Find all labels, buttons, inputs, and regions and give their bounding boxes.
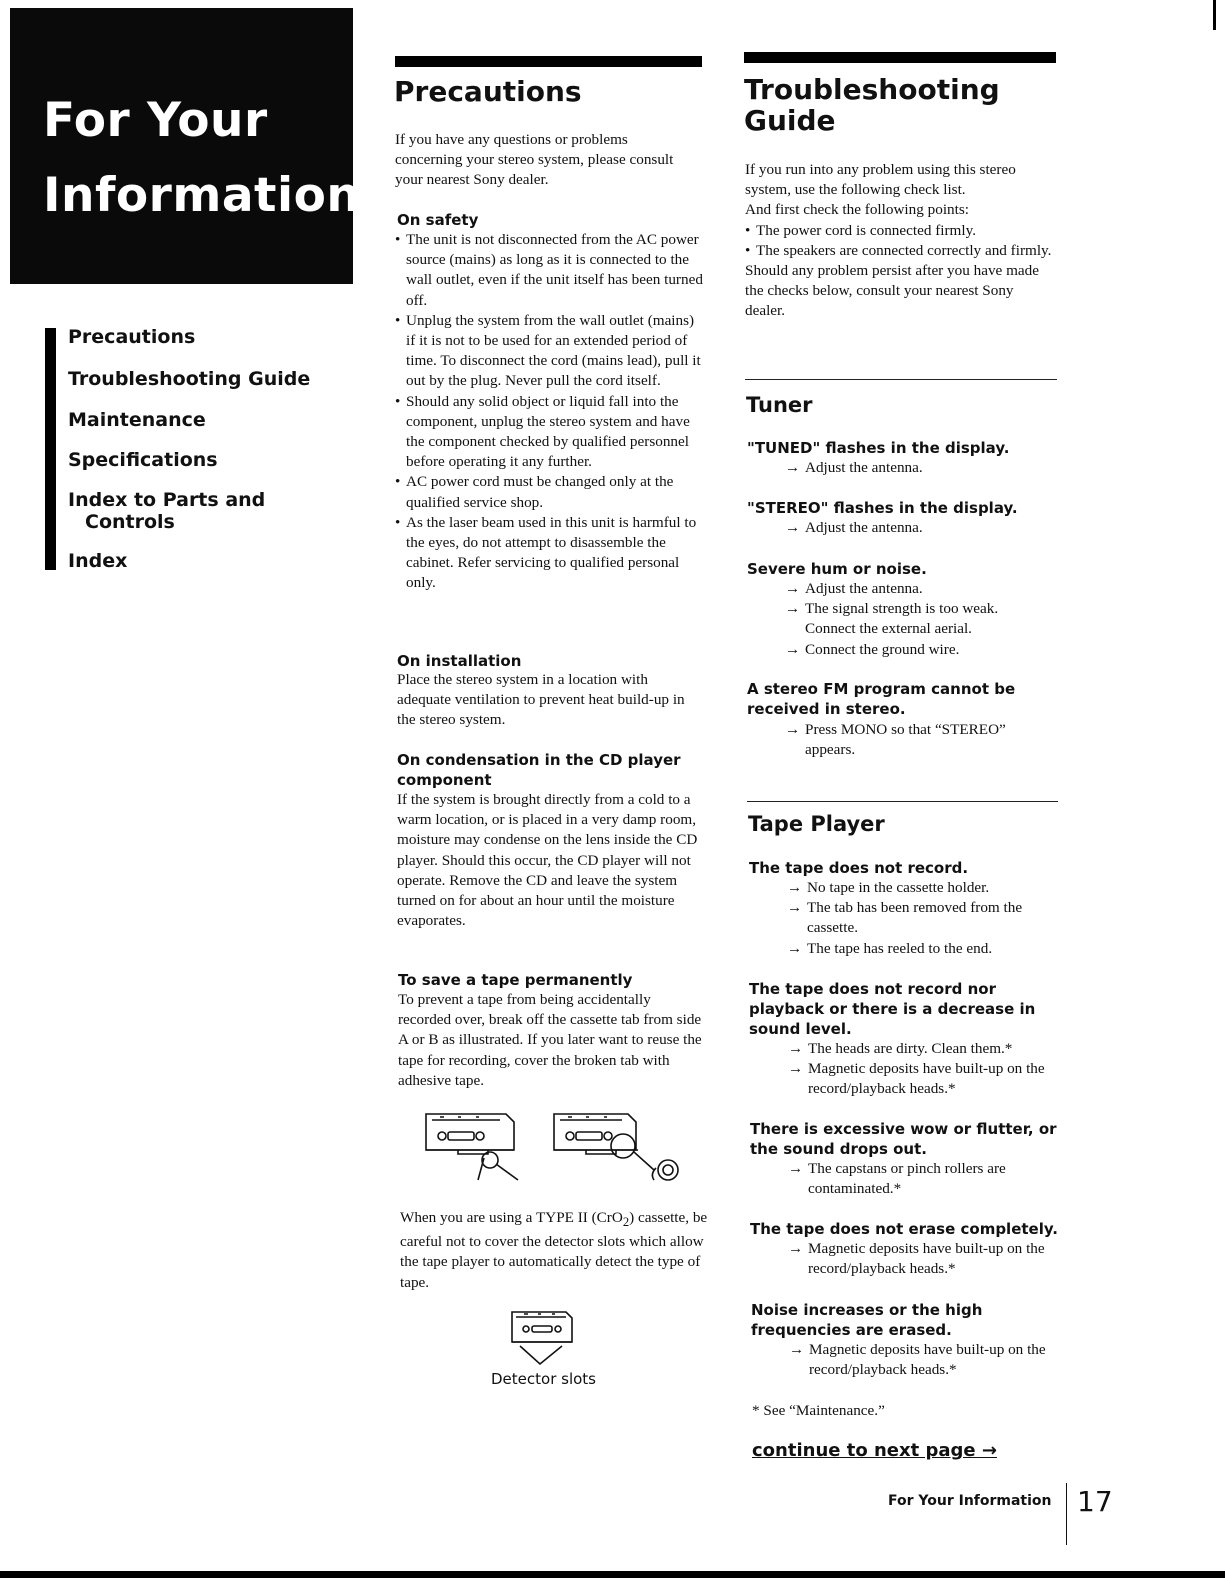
tuner-divider xyxy=(745,379,1057,380)
tuner-remedy-list-1 xyxy=(785,458,1045,478)
list-item: • The power cord is connected firmly. xyxy=(745,221,1055,241)
footer-divider xyxy=(1066,1483,1067,1545)
remedy-item: → The capstans or pinch rollers are contaminated.* xyxy=(788,1160,1006,1198)
tuner-remedy-list-4 xyxy=(785,720,1045,760)
remedy-item: → Connect the ground wire. xyxy=(785,640,1045,660)
type2-text: When you are using a TYPE II (CrO$_2$) cassette, be careful not to cover the detector slots which allow the tape player to automatically detect the type of tape. xyxy=(400,1209,708,1291)
tuner-problem-2: "STEREO" flashes in the display. xyxy=(747,499,1018,517)
arrow-icon: → xyxy=(785,721,801,738)
nav-marker-bar xyxy=(45,328,56,570)
list-item: • Should any solid object or liquid fall into the component, unplug the stereo system and have the component checked by qualified personnel before operating it any further. xyxy=(395,392,707,473)
nav-item-precautions[interactable]: Precautions xyxy=(68,326,196,348)
tape-remedy-list-2 xyxy=(788,1039,1070,1100)
precautions-title: Precautions xyxy=(394,75,582,108)
tape-remedy-list-5 xyxy=(789,1340,1071,1380)
arrow-icon: → xyxy=(787,899,803,917)
section-title-line-2: Information xyxy=(43,168,361,223)
troubleshooting-intro: If you run into any problem using this stereo system, use the following check list. And first check the following points: • The power cord is connected firmly. • The speakers are connected correctly and firmly. Should any problem persist after you have made the checks below, consult your nearest Sony dealer. xyxy=(745,160,1055,322)
arrow-icon: → xyxy=(788,1240,804,1257)
footnote: * See “Maintenance.” xyxy=(752,1402,885,1419)
arrow-icon: → xyxy=(785,640,801,658)
remedy-item: → Adjust the antenna. xyxy=(785,579,1045,599)
arrow-icon: → xyxy=(785,600,801,618)
nav-item-index[interactable]: Index xyxy=(68,550,128,572)
tape-player-title: Tape Player xyxy=(748,812,885,836)
section-title-line-1: For Your xyxy=(43,93,268,148)
on-condensation-text: If the system is brought directly from a cold to a warm location, or is placed in a very damp room, moisture may condense on the lens inside the CD player. Should this occur, the CD player will not operate. Remove the CD and leave the system turned on for about an hour until the moisture evaporates. xyxy=(397,791,698,930)
page-number: 17 xyxy=(1077,1485,1113,1518)
intro-check-list xyxy=(745,221,1055,261)
precautions-intro: If you have any questions or problems concerning your stereo system, please consult your nearest Sony dealer. xyxy=(395,131,674,189)
remedy-item: → The signal strength is too weak. Connect the external aerial. xyxy=(785,600,999,638)
nav-item-index-to-parts-line1: Index to Parts and xyxy=(68,489,266,511)
nav-item-index-to-parts-line2: Controls xyxy=(85,511,175,533)
column-top-rule xyxy=(395,56,702,67)
troubleshooting-title: Troubleshooting Guide xyxy=(744,73,1000,137)
list-item: • AC power cord must be changed only at the qualified service shop. xyxy=(395,472,707,512)
tape-remedy-list-3 xyxy=(788,1159,1048,1199)
remedy-item: → The tape has reeled to the end. xyxy=(787,939,1067,959)
cassette-tab-illustration xyxy=(418,1108,718,1188)
section-header-block xyxy=(10,8,361,284)
on-safety-heading: On safety xyxy=(397,211,479,229)
save-tape-text: To prevent a tape from being accidentally recorded over, break off the cassette tab from side A or B as illustrated. If you later want to reuse the tape for recording, cover the broken tab with adhesive tape. xyxy=(398,991,702,1089)
footer-section-label: For Your Information xyxy=(888,1493,1052,1509)
remedy-item: → Magnetic deposits have built-up on the record/playback heads.* xyxy=(789,1341,1046,1379)
save-tape-heading: To save a tape permanently xyxy=(398,971,633,989)
list-item: • The speakers are connected correctly and firmly. xyxy=(745,241,1055,261)
nav-item-troubleshooting-guide[interactable]: Troubleshooting Guide xyxy=(68,368,311,390)
tuner-title: Tuner xyxy=(746,393,813,417)
arrow-icon: → xyxy=(785,459,801,476)
arrow-icon: → xyxy=(789,1341,805,1358)
remedy-item: → Magnetic deposits have built-up on the record/playback heads.* xyxy=(788,1060,1045,1098)
tuner-remedy-list-3 xyxy=(785,579,1045,660)
remedy-item: → Adjust the antenna. xyxy=(785,518,1045,538)
arrow-icon: → xyxy=(787,879,803,896)
arrow-icon: → xyxy=(788,1160,804,1177)
arrow-icon: → xyxy=(785,580,801,597)
detector-slots-caption: Detector slots xyxy=(491,1370,596,1388)
column-top-rule-right xyxy=(744,52,1056,63)
remedy-item: → The tab has been removed from the cassette. xyxy=(787,899,1023,937)
tape-remedy-list-1 xyxy=(787,878,1067,959)
continue-next-page-link[interactable]: continue to next page → xyxy=(752,1440,997,1461)
on-condensation-heading: On condensation in the CD player component xyxy=(397,751,681,789)
remedy-item: → Adjust the antenna. xyxy=(785,458,1045,478)
remedy-item: → Magnetic deposits have built-up on the record/playback heads.* xyxy=(788,1240,1045,1278)
on-installation-heading: On installation xyxy=(397,652,522,670)
tape-problem-5: Noise increases or the high frequencies are erased. xyxy=(751,1301,983,1339)
tape-problem-3: There is excessive wow or flutter, or the sound drops out. xyxy=(750,1120,1057,1158)
nav-item-specifications[interactable]: Specifications xyxy=(68,449,218,471)
arrow-icon: → xyxy=(788,1060,804,1078)
tuner-remedy-list-2 xyxy=(785,518,1045,538)
tape-problem-2: The tape does not record nor playback or there is a decrease in sound level. xyxy=(749,980,1036,1038)
arrow-icon: → xyxy=(787,939,803,957)
tuner-problem-3: Severe hum or noise. xyxy=(747,560,927,578)
arrow-icon: → xyxy=(788,1040,804,1057)
tape-divider xyxy=(747,801,1058,802)
nav-item-maintenance[interactable]: Maintenance xyxy=(68,409,206,431)
list-item: • The unit is not disconnected from the AC power source (mains) as long as it is connected to the wall outlet, even if the unit itself has been turned off. xyxy=(395,230,707,311)
remedy-item: → Press MONO so that “STEREO” appears. xyxy=(785,721,1006,759)
on-safety-list xyxy=(395,230,707,594)
page-bottom-edge xyxy=(0,1571,1225,1578)
page-edge-mark xyxy=(1213,0,1216,30)
list-item: • As the laser beam used in this unit is harmful to the eyes, do not attempt to disassemble the cabinet. Refer servicing to qualified personal only. xyxy=(395,513,707,594)
on-installation-text: Place the stereo system in a location with adequate ventilation to prevent heat build-up in the stereo system. xyxy=(397,671,685,729)
tuner-problem-1: "TUNED" flashes in the display. xyxy=(747,439,1010,457)
remedy-item: → The heads are dirty. Clean them.* xyxy=(788,1039,1070,1059)
remedy-item: → No tape in the cassette holder. xyxy=(787,878,1067,898)
nav-item-index-to-parts[interactable] xyxy=(68,489,265,533)
tape-problem-1: The tape does not record. xyxy=(749,859,969,877)
arrow-icon: → xyxy=(785,519,801,536)
list-item: • Unplug the system from the wall outlet (mains) if it is not to be used for an extended period of time. To disconnect the cord (mains lead), pull it out by the plug. Never pull the cord itself. xyxy=(395,311,707,392)
tape-remedy-list-4 xyxy=(788,1239,1070,1279)
detector-slots-illustration xyxy=(508,1308,578,1366)
tuner-problem-4: A stereo FM program cannot be received in stereo. xyxy=(747,680,1016,718)
tape-problem-4: The tape does not erase completely. xyxy=(750,1220,1058,1238)
